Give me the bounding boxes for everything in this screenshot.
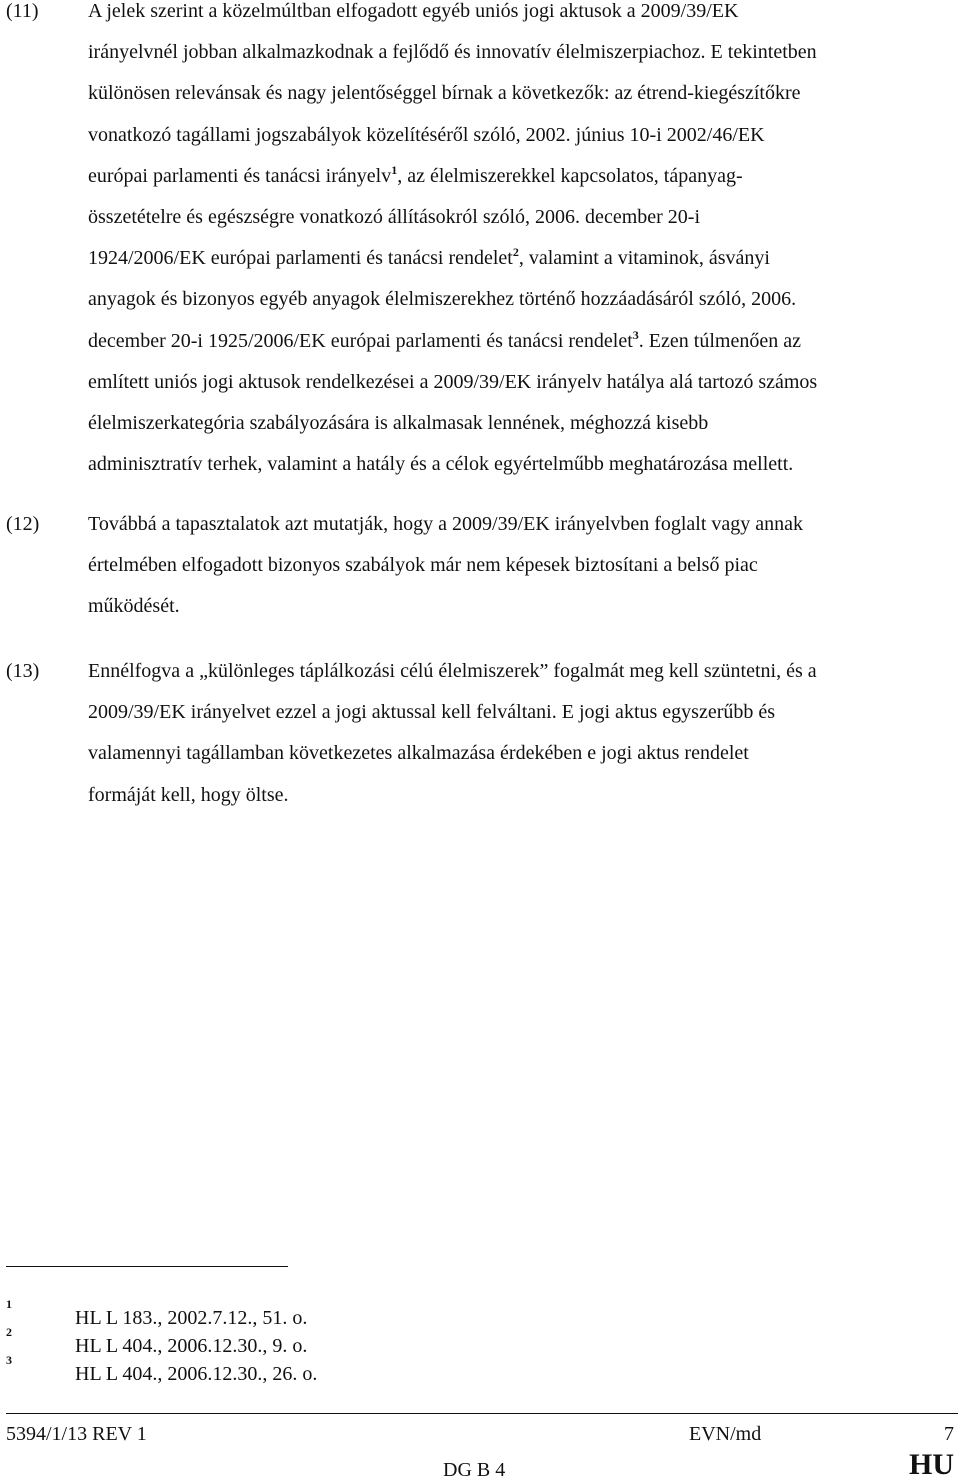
paragraph-line	[88, 162, 743, 187]
paragraph-line: különösen relevánsak és nagy jelentőséggel bírnak a következők: az étrend-kiegészítőkre	[88, 82, 801, 105]
footer-initials: EVN/md	[689, 1423, 762, 1445]
paragraph-line	[88, 245, 770, 270]
footer-language-code: HU	[909, 1448, 954, 1481]
footnote-text: HL L 183., 2002.7.12., 51. o.	[75, 1307, 308, 1329]
line-text: , az élelmiszerekkel kapcsolatos, tápanyag-	[397, 164, 743, 187]
line-text: 1924/2006/EK európai parlamenti és tanácsi rendelet	[88, 247, 513, 270]
footer-document-reference: 5394/1/13 REV 1	[6, 1423, 147, 1445]
footnote-reference: 2	[512, 245, 519, 260]
paragraph-line: valamennyi tagállamban következetes alkalmazása érdekében e jogi aktus rendelet	[88, 742, 749, 765]
paragraph-number: (13)	[6, 660, 40, 682]
footnote-text: HL L 404., 2006.12.30., 26. o.	[75, 1363, 318, 1385]
line-text: . Ezen túlmenően az	[638, 329, 801, 352]
paragraph-line	[88, 327, 801, 352]
paragraph-number: (11)	[6, 0, 39, 22]
paragraph-line: A jelek szerint a közelmúltban elfogadott egyéb uniós jogi aktusok a 2009/39/EK	[88, 0, 739, 22]
paragraph-line: összetételre és egészségre vonatkozó állításokról szóló, 2006. december 20-i	[88, 206, 701, 228]
footer-directorate: DG B 4	[443, 1459, 506, 1481]
line-text: december 20-i 1925/2006/EK európai parlamenti és tanácsi rendelet	[88, 329, 633, 352]
footnote-number: 3	[6, 1353, 12, 1367]
footer-page-number: 7	[944, 1423, 954, 1445]
paragraph-line: élelmiszerkategória szabályozására is alkalmasak lennének, méghozzá kisebb	[88, 412, 709, 434]
footer-rule	[6, 1413, 958, 1414]
paragraph-line: irányelvnél jobban alkalmazkodnak a fejlődő és innovatív élelmiszerpiachoz. E tekintetben	[88, 41, 817, 64]
footnote-number: 2	[6, 1325, 12, 1339]
footnote-text: HL L 404., 2006.12.30., 9. o.	[75, 1335, 308, 1357]
line-text: , valamint a vitaminok, ásványi	[518, 247, 770, 270]
paragraph-line: adminisztratív terhek, valamint a hatály és a célok egyértelműbb meghatározása mellett.	[88, 453, 794, 476]
line-text: európai parlamenti és tanácsi irányelv	[88, 164, 392, 187]
paragraph-line: 2009/39/EK irányelvet ezzel a jogi aktussal kell felváltani. E jogi aktus egyszerűbb és	[88, 701, 776, 724]
paragraph-number: (12)	[6, 513, 40, 535]
paragraph-line: anyagok és bizonyos egyéb anyagok élelmiszerekhez történő hozzáadásáról szóló, 2006.	[88, 288, 797, 311]
paragraph-line: Továbbá a tapasztalatok azt mutatják, hogy a 2009/39/EK irányelvben foglalt vagy annak	[88, 513, 804, 535]
paragraph-line: vonatkozó tagállami jogszabályok közelítéséről szóló, 2002. június 10-i 2002/46/EK	[88, 123, 765, 146]
paragraph-line: működését.	[88, 595, 180, 618]
paragraph-line: értelmében elfogadott bizonyos szabályok már nem képesek biztosítani a belső piac	[88, 554, 758, 577]
paragraph-line: formáját kell, hogy öltse.	[88, 783, 289, 806]
footnote-number: 1	[6, 1297, 12, 1311]
paragraph-line: Ennélfogva a „különleges táplálkozási célú élelmiszerek” fogalmát meg kell szüntetni, és a	[88, 660, 817, 682]
paragraph-line: említett uniós jogi aktusok rendelkezései a 2009/39/EK irányelv hatálya alá tartozó számos	[88, 370, 818, 393]
footnote-reference: 3	[632, 327, 639, 342]
footnote-reference: 1	[391, 162, 398, 177]
footnote-separator	[6, 1266, 288, 1267]
